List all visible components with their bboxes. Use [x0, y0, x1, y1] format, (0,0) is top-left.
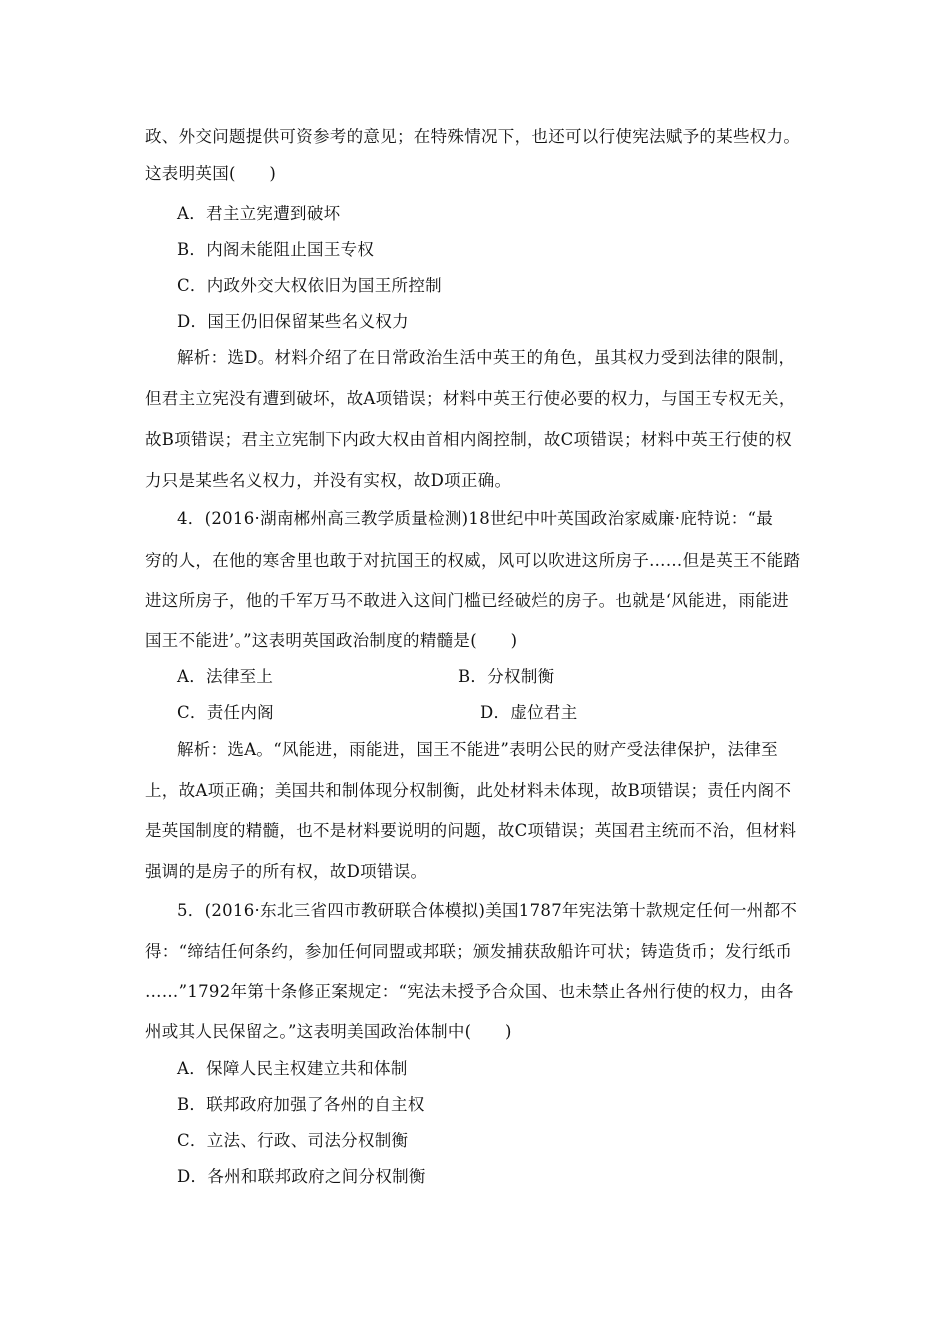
q5-line-4: 州或其人民保留之。”这表明美国政治体制中( ) — [145, 1022, 512, 1041]
intro-analysis-line-3: 故B项错误；君主立宪制下内政大权由首相内阁控制，故C项错误；材料中英王行使的权 — [145, 430, 792, 449]
intro-line-1: 政、外交问题提供可资参考的意见；在特殊情况下，也还可以行使宪法赋予的某些权力。 — [145, 127, 801, 146]
q4-analysis-line-1: 解析：选A。“风能进，雨能进，国王不能进”表明公民的财产受法律保护，法律至 — [177, 740, 778, 759]
q5-option-a: A．保障人民主权建立共和体制 — [177, 1059, 408, 1078]
q5-option-d: D．各州和联邦政府之间分权制衡 — [177, 1167, 426, 1186]
intro-analysis-line-4: 力只是某些名义权力，并没有实权，故D项正确。 — [145, 471, 512, 490]
intro-option-c: C．内政外交大权依旧为国王所控制 — [177, 276, 442, 295]
q4-option-c: C．责任内阁 — [177, 703, 274, 722]
q5-line-1: 5．(2016·东北三省四市教研联合体模拟)美国1787年宪法第十款规定任何一州都不 — [177, 901, 798, 920]
q4-option-a: A．法律至上 — [177, 667, 274, 686]
intro-option-d: D．国王仍旧保留某些名义权力 — [177, 312, 409, 331]
intro-option-a: A．君主立宪遭到破坏 — [177, 204, 341, 223]
q4-line-3: 进这所房子，他的千军万马不敢进入这间门槛已经破烂的房子。也就是‘风能进，雨能进 — [145, 591, 789, 610]
intro-option-b: B．内阁未能阻止国王专权 — [177, 240, 375, 259]
q4-analysis-line-2: 上，故A项正确；美国共和制体现分权制衡，此处材料未体现，故B项错误；责任内阁不 — [145, 781, 792, 800]
q4-line-4: 国王不能进’。”这表明英国政治制度的精髓是( ) — [145, 631, 518, 650]
q5-option-c: C．立法、行政、司法分权制衡 — [177, 1131, 409, 1150]
q4-analysis-line-4: 强调的是房子的所有权，故D项错误。 — [145, 862, 428, 881]
q4-line-2: 穷的人，在他的寒舍里也敢于对抗国王的权威，风可以吹进这所房子……但是英王不能踏 — [145, 551, 801, 570]
q5-line-3: ……”1792年第十条修正案规定：“宪法未授予合众国、也未禁止各州行使的权力，由各 — [145, 982, 794, 1001]
intro-question-stem: 这表明英国( ) — [145, 164, 277, 183]
intro-analysis-line-1: 解析：选D。材料介绍了在日常政治生活中英王的角色，虽其权力受到法律的限制， — [177, 348, 796, 367]
intro-analysis-line-2: 但君主立宪没有遭到破坏，故A项错误；材料中英王行使必要的权力，与国王专权无关， — [145, 389, 796, 408]
q4-line-1: 4．(2016·湖南郴州高三教学质量检测)18世纪中叶英国政治家威廉·庇特说：“最 — [177, 509, 774, 528]
q5-line-2: 得：“缔结任何条约，参加任何同盟或邦联；颁发捕获敌船许可状；铸造货币；发行纸币 — [145, 942, 793, 961]
q4-option-b: B．分权制衡 — [458, 667, 555, 686]
q5-option-b: B．联邦政府加强了各州的自主权 — [177, 1095, 425, 1114]
q4-analysis-line-3: 是英国制度的精髓，也不是材料要说明的问题，故C项错误；英国君主统而不治，但材料 — [145, 821, 797, 840]
q4-option-d: D．虚位君主 — [480, 703, 578, 722]
